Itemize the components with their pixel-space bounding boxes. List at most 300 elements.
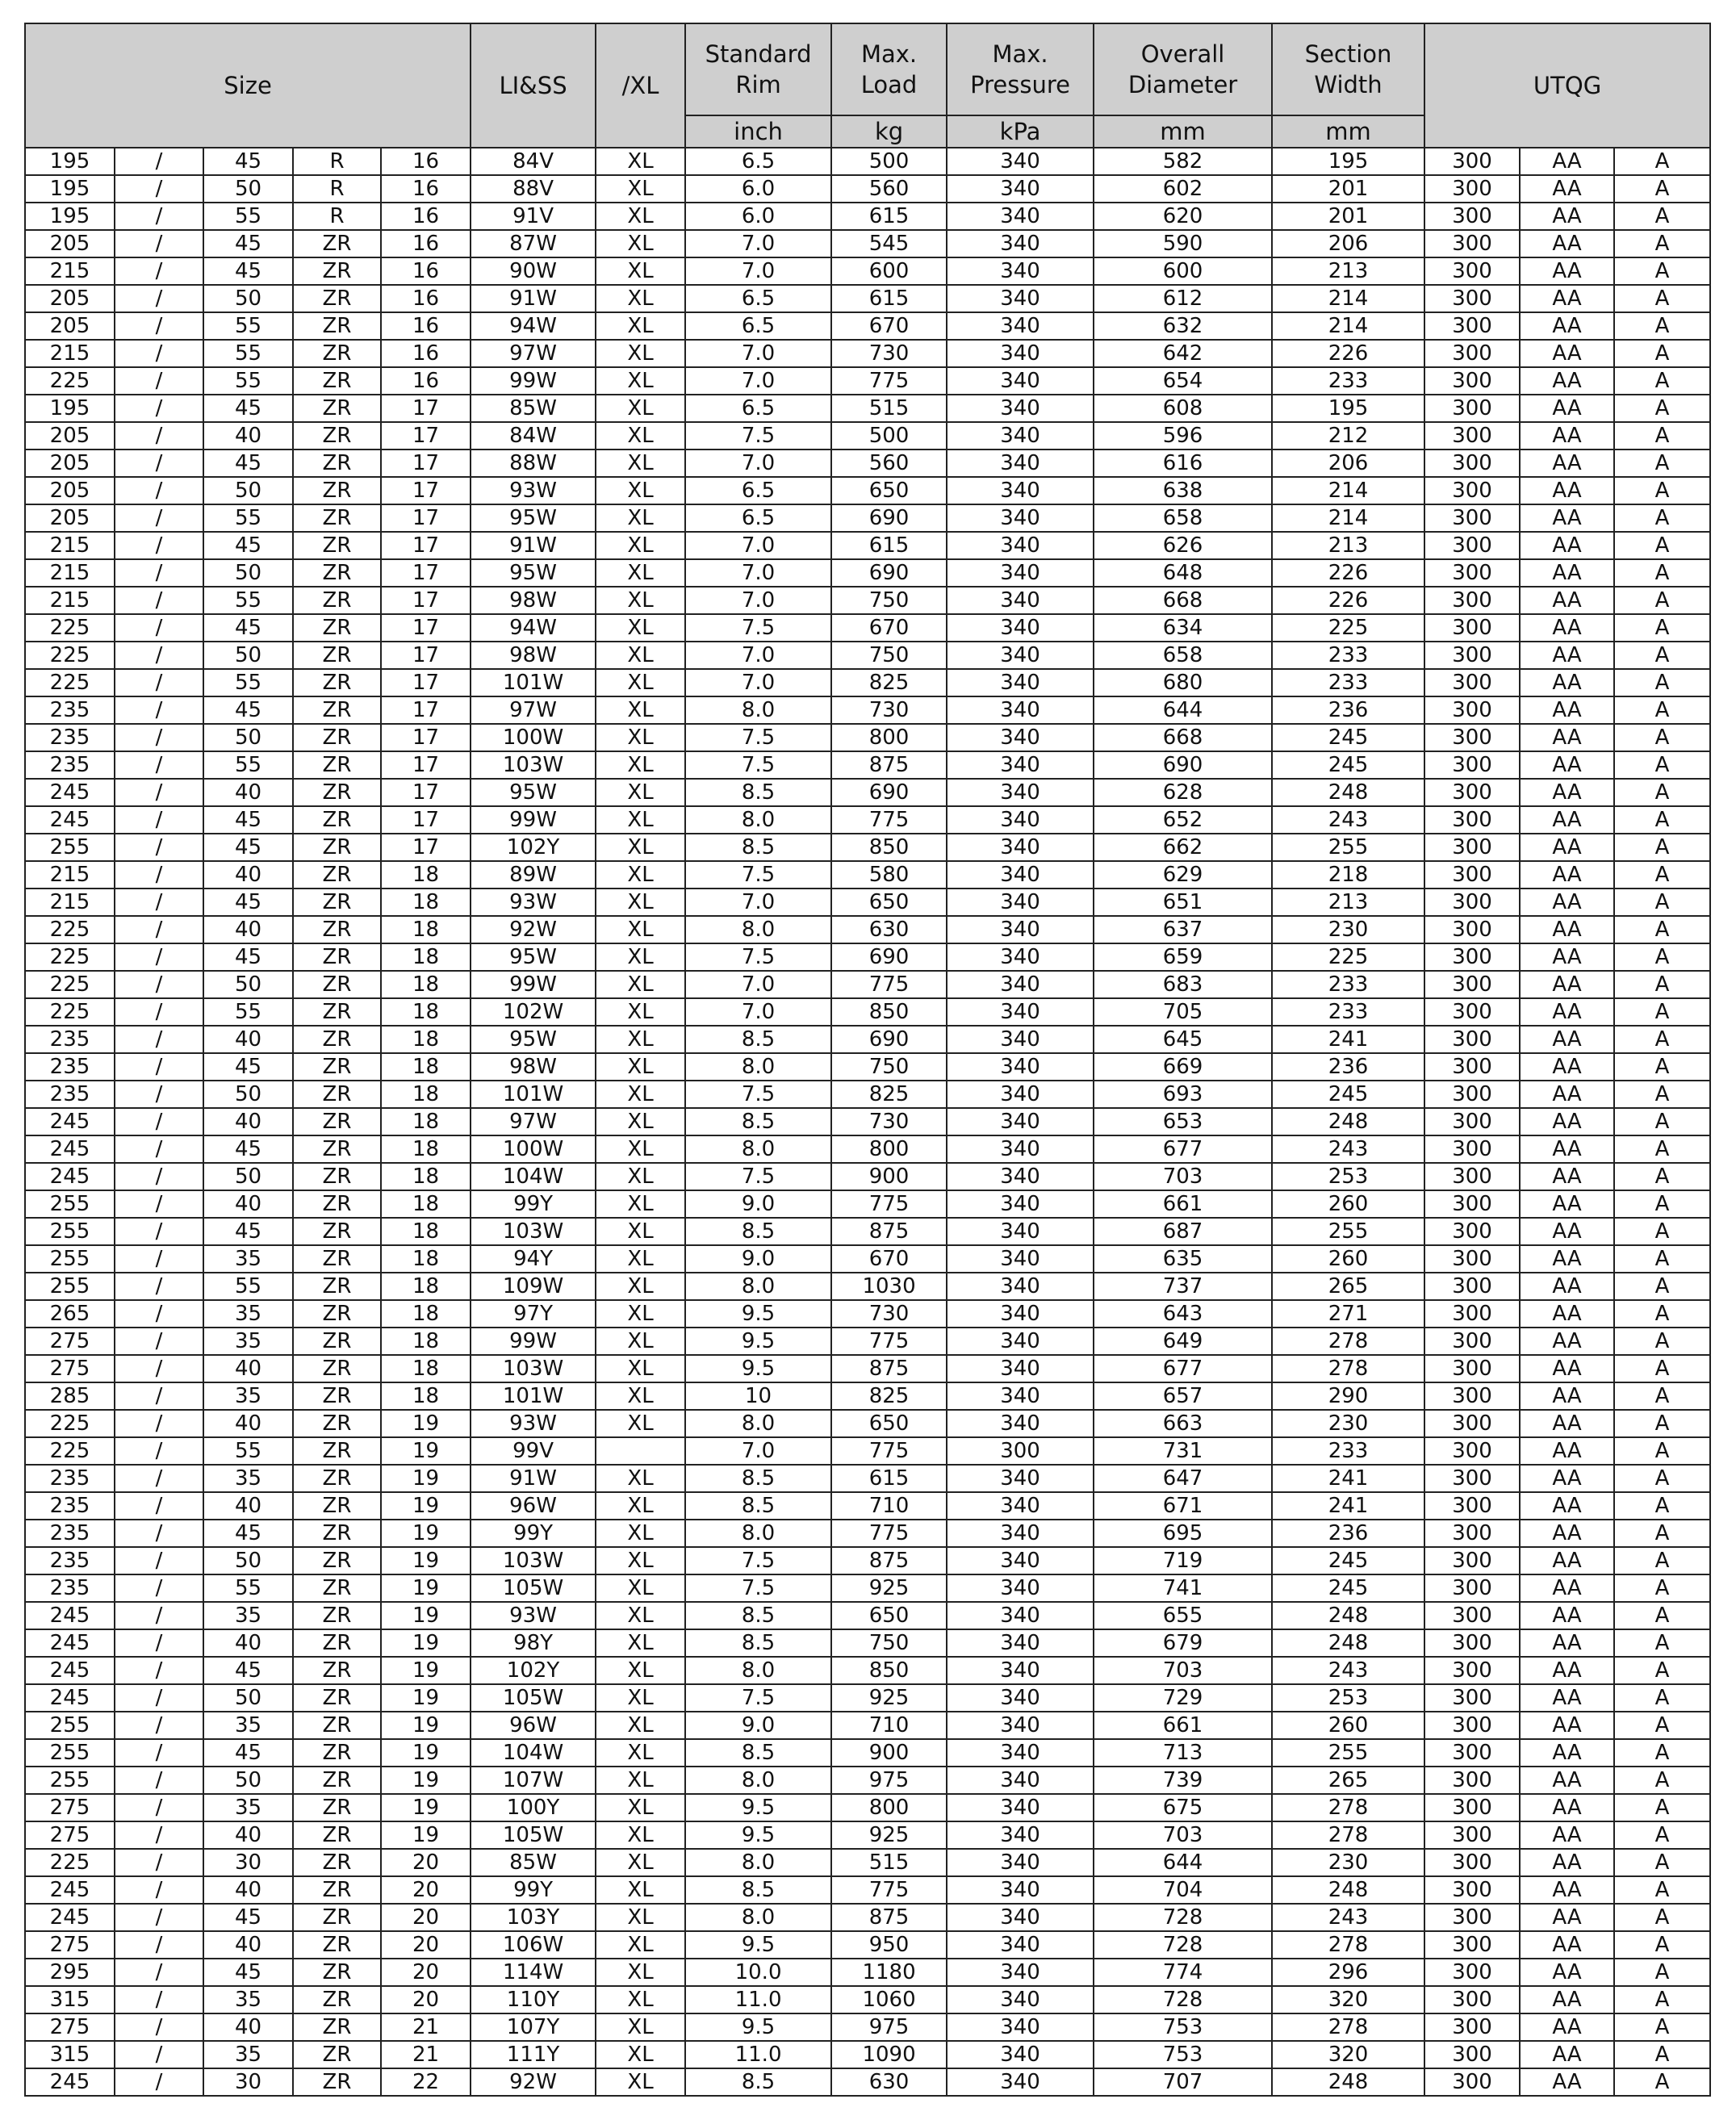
cell-standard-rim: 8.0 [685,916,831,943]
cell-rim-diameter: 18 [381,1382,471,1410]
cell-aspect-ratio: 45 [203,230,293,257]
cell-aspect-ratio: 40 [203,2013,293,2041]
cell-section-width: 233 [1272,971,1424,998]
cell-slash: / [115,587,203,614]
cell-xl: XL [596,340,685,367]
cell-aspect-ratio: 40 [203,1108,293,1135]
cell-xl: XL [596,148,685,175]
cell-aspect-ratio: 35 [203,1986,293,2013]
cell-standard-rim: 7.0 [685,971,831,998]
cell-max-load: 1090 [831,2041,947,2068]
cell-max-load: 690 [831,1026,947,1053]
cell-max-pressure: 340 [947,395,1094,422]
cell-overall-diameter: 653 [1094,1108,1272,1135]
cell-slash: / [115,395,203,422]
cell-width: 275 [25,1328,115,1355]
cell-rim-diameter: 18 [381,916,471,943]
cell-utqg-traction: AA [1520,724,1614,751]
cell-construction: ZR [293,1684,381,1712]
cell-utqg-treadwear: 300 [1424,724,1520,751]
cell-utqg-temperature: A [1614,1273,1710,1300]
cell-load-speed-index: 105W [471,1821,596,1849]
table-row [25,1931,1710,1959]
cell-section-width: 201 [1272,175,1424,203]
cell-overall-diameter: 675 [1094,1794,1272,1821]
cell-overall-diameter: 648 [1094,559,1272,587]
cell-rim-diameter: 17 [381,395,471,422]
cell-construction: ZR [293,1273,381,1300]
cell-standard-rim: 8.5 [685,1492,831,1520]
cell-utqg-treadwear: 300 [1424,614,1520,642]
cell-construction: ZR [293,1437,381,1465]
cell-construction: ZR [293,1876,381,1904]
cell-load-speed-index: 89W [471,861,596,889]
cell-max-pressure: 340 [947,889,1094,916]
cell-utqg-treadwear: 300 [1424,395,1520,422]
cell-utqg-temperature: A [1614,669,1710,696]
table-row [25,422,1710,450]
cell-aspect-ratio: 50 [203,175,293,203]
cell-xl: XL [596,1053,685,1081]
cell-utqg-traction: AA [1520,175,1614,203]
cell-width: 225 [25,614,115,642]
cell-load-speed-index: 103W [471,1355,596,1382]
cell-overall-diameter: 687 [1094,1218,1272,1245]
table-row [25,230,1710,257]
cell-utqg-treadwear: 300 [1424,642,1520,669]
table-row [25,1245,1710,1273]
cell-overall-diameter: 596 [1094,422,1272,450]
xl-header: /XL [596,23,685,148]
cell-max-load: 775 [831,806,947,834]
cell-xl: XL [596,1986,685,2013]
cell-load-speed-index: 99V [471,1437,596,1465]
cell-construction: ZR [293,779,381,806]
cell-max-pressure: 340 [947,1876,1094,1904]
cell-max-pressure: 340 [947,532,1094,559]
cell-standard-rim: 7.0 [685,532,831,559]
cell-utqg-temperature: A [1614,2068,1710,2096]
cell-xl: XL [596,916,685,943]
cell-utqg-traction: AA [1520,779,1614,806]
cell-load-speed-index: 93W [471,889,596,916]
cell-max-pressure: 340 [947,696,1094,724]
cell-xl: XL [596,669,685,696]
cell-utqg-traction: AA [1520,1574,1614,1602]
cell-max-load: 800 [831,724,947,751]
table-row [25,834,1710,861]
cell-utqg-traction: AA [1520,1849,1614,1876]
table-row [25,998,1710,1026]
cell-standard-rim: 8.5 [685,2068,831,2096]
table-row [25,1163,1710,1190]
cell-overall-diameter: 643 [1094,1300,1272,1328]
cell-utqg-temperature: A [1614,1245,1710,1273]
cell-construction: ZR [293,1602,381,1629]
cell-slash: / [115,669,203,696]
cell-max-pressure: 340 [947,1739,1094,1767]
cell-utqg-treadwear: 300 [1424,148,1520,175]
cell-load-speed-index: 95W [471,559,596,587]
cell-max-pressure: 340 [947,1574,1094,1602]
cell-section-width: 241 [1272,1492,1424,1520]
cell-max-load: 580 [831,861,947,889]
cell-section-width: 233 [1272,642,1424,669]
cell-max-load: 600 [831,257,947,285]
cell-utqg-temperature: A [1614,1602,1710,1629]
cell-aspect-ratio: 50 [203,1547,293,1574]
cell-width: 275 [25,1794,115,1821]
cell-width: 235 [25,696,115,724]
cell-slash: / [115,1355,203,1382]
cell-max-pressure: 340 [947,230,1094,257]
cell-max-load: 730 [831,1300,947,1328]
cell-overall-diameter: 652 [1094,806,1272,834]
cell-max-pressure: 340 [947,779,1094,806]
cell-utqg-temperature: A [1614,1520,1710,1547]
cell-max-pressure: 340 [947,2068,1094,2096]
cell-utqg-traction: AA [1520,751,1614,779]
cell-utqg-temperature: A [1614,779,1710,806]
cell-standard-rim: 9.0 [685,1712,831,1739]
cell-max-load: 875 [831,1547,947,1574]
cell-utqg-temperature: A [1614,1328,1710,1355]
table-row [25,1053,1710,1081]
cell-max-pressure: 340 [947,175,1094,203]
cell-load-speed-index: 93W [471,1410,596,1437]
cell-slash: / [115,1190,203,1218]
cell-utqg-temperature: A [1614,1218,1710,1245]
cell-section-width: 195 [1272,148,1424,175]
table-row [25,175,1710,203]
cell-max-load: 500 [831,148,947,175]
cell-overall-diameter: 741 [1094,1574,1272,1602]
cell-utqg-traction: AA [1520,257,1614,285]
cell-utqg-temperature: A [1614,395,1710,422]
cell-rim-diameter: 19 [381,1684,471,1712]
cell-aspect-ratio: 55 [203,504,293,532]
cell-section-width: 236 [1272,1053,1424,1081]
cell-max-load: 710 [831,1492,947,1520]
cell-max-pressure: 340 [947,1218,1094,1245]
cell-construction: ZR [293,751,381,779]
cell-construction: ZR [293,724,381,751]
cell-utqg-traction: AA [1520,2041,1614,2068]
cell-utqg-traction: AA [1520,230,1614,257]
table-row [25,1382,1710,1410]
cell-rim-diameter: 17 [381,532,471,559]
cell-slash: / [115,943,203,971]
cell-section-width: 233 [1272,1437,1424,1465]
cell-utqg-traction: AA [1520,312,1614,340]
cell-utqg-treadwear: 300 [1424,175,1520,203]
cell-utqg-temperature: A [1614,477,1710,504]
cell-width: 245 [25,1135,115,1163]
cell-utqg-traction: AA [1520,532,1614,559]
table-row [25,2013,1710,2041]
cell-width: 235 [25,1053,115,1081]
cell-standard-rim: 6.5 [685,395,831,422]
cell-max-pressure: 340 [947,1821,1094,1849]
cell-standard-rim: 8.0 [685,1849,831,1876]
cell-width: 235 [25,1574,115,1602]
cell-rim-diameter: 16 [381,148,471,175]
cell-utqg-temperature: A [1614,2013,1710,2041]
cell-section-width: 213 [1272,889,1424,916]
cell-slash: / [115,2041,203,2068]
cell-utqg-temperature: A [1614,1931,1710,1959]
cell-slash: / [115,1959,203,1986]
cell-width: 225 [25,669,115,696]
cell-max-pressure: 340 [947,642,1094,669]
cell-section-width: 226 [1272,587,1424,614]
cell-width: 195 [25,395,115,422]
cell-standard-rim: 10.0 [685,1959,831,1986]
cell-max-pressure: 340 [947,1602,1094,1629]
cell-standard-rim: 7.0 [685,230,831,257]
cell-utqg-traction: AA [1520,806,1614,834]
cell-utqg-treadwear: 300 [1424,889,1520,916]
cell-slash: / [115,889,203,916]
cell-slash: / [115,1437,203,1465]
cell-slash: / [115,751,203,779]
cell-utqg-treadwear: 300 [1424,1876,1520,1904]
cell-xl: XL [596,532,685,559]
cell-aspect-ratio: 55 [203,340,293,367]
cell-xl: XL [596,1712,685,1739]
cell-max-load: 775 [831,1190,947,1218]
cell-rim-diameter: 18 [381,1026,471,1053]
cell-xl: XL [596,1959,685,1986]
cell-utqg-temperature: A [1614,1794,1710,1821]
max-load-header: Max. Load [831,23,947,115]
cell-width: 215 [25,532,115,559]
cell-construction: ZR [293,861,381,889]
cell-rim-diameter: 19 [381,1712,471,1739]
cell-xl: XL [596,1135,685,1163]
cell-overall-diameter: 728 [1094,1931,1272,1959]
cell-xl: XL [596,1547,685,1574]
cell-overall-diameter: 634 [1094,614,1272,642]
cell-max-pressure: 340 [947,614,1094,642]
cell-rim-diameter: 20 [381,1959,471,1986]
cell-width: 225 [25,1410,115,1437]
cell-utqg-traction: AA [1520,1218,1614,1245]
cell-slash: / [115,175,203,203]
cell-aspect-ratio: 40 [203,1931,293,1959]
cell-aspect-ratio: 45 [203,1657,293,1684]
cell-section-width: 206 [1272,450,1424,477]
table-row [25,806,1710,834]
cell-rim-diameter: 19 [381,1437,471,1465]
table-row [25,861,1710,889]
cell-max-pressure: 340 [947,1931,1094,1959]
cell-construction: ZR [293,559,381,587]
cell-standard-rim: 8.0 [685,1657,831,1684]
cell-standard-rim: 8.0 [685,1135,831,1163]
cell-rim-diameter: 22 [381,2068,471,2096]
cell-utqg-temperature: A [1614,1684,1710,1712]
cell-rim-diameter: 17 [381,587,471,614]
cell-construction: ZR [293,1026,381,1053]
cell-load-speed-index: 91W [471,532,596,559]
cell-aspect-ratio: 45 [203,1520,293,1547]
cell-overall-diameter: 647 [1094,1465,1272,1492]
cell-section-width: 230 [1272,1410,1424,1437]
cell-xl: XL [596,642,685,669]
cell-max-pressure: 340 [947,1794,1094,1821]
cell-xl: XL [596,1273,685,1300]
cell-width: 235 [25,1081,115,1108]
cell-load-speed-index: 98W [471,587,596,614]
cell-utqg-temperature: A [1614,1300,1710,1328]
cell-construction: ZR [293,2013,381,2041]
cell-max-load: 800 [831,1135,947,1163]
cell-width: 215 [25,559,115,587]
cell-max-load: 850 [831,834,947,861]
cell-standard-rim: 8.0 [685,1904,831,1931]
cell-construction: ZR [293,806,381,834]
cell-utqg-temperature: A [1614,1081,1710,1108]
cell-section-width: 278 [1272,2013,1424,2041]
cell-section-width: 248 [1272,779,1424,806]
cell-standard-rim: 9.5 [685,1931,831,1959]
cell-aspect-ratio: 45 [203,834,293,861]
cell-utqg-temperature: A [1614,1876,1710,1904]
cell-slash: / [115,257,203,285]
cell-construction: ZR [293,1382,381,1410]
cell-width: 245 [25,1602,115,1629]
cell-standard-rim: 7.0 [685,998,831,1026]
cell-load-speed-index: 99W [471,367,596,395]
cell-section-width: 233 [1272,998,1424,1026]
cell-width: 235 [25,1492,115,1520]
cell-section-width: 290 [1272,1382,1424,1410]
table-row [25,1849,1710,1876]
cell-max-pressure: 340 [947,1053,1094,1081]
cell-max-load: 825 [831,1382,947,1410]
cell-utqg-treadwear: 300 [1424,1959,1520,1986]
cell-construction: R [293,203,381,230]
cell-construction: R [293,175,381,203]
cell-max-pressure: 340 [947,1712,1094,1739]
cell-max-load: 690 [831,779,947,806]
load-index-speed-header: LI&SS [471,23,596,148]
cell-width: 225 [25,1437,115,1465]
cell-construction: ZR [293,1821,381,1849]
cell-aspect-ratio: 55 [203,587,293,614]
cell-slash: / [115,779,203,806]
cell-width: 255 [25,1218,115,1245]
cell-utqg-temperature: A [1614,834,1710,861]
cell-standard-rim: 7.0 [685,367,831,395]
cell-utqg-temperature: A [1614,724,1710,751]
cell-utqg-traction: AA [1520,1437,1614,1465]
cell-section-width: 248 [1272,1629,1424,1657]
cell-max-pressure: 340 [947,1300,1094,1328]
cell-aspect-ratio: 40 [203,916,293,943]
cell-max-load: 615 [831,1465,947,1492]
cell-overall-diameter: 582 [1094,148,1272,175]
cell-overall-diameter: 651 [1094,889,1272,916]
cell-slash: / [115,1712,203,1739]
cell-utqg-temperature: A [1614,642,1710,669]
cell-rim-diameter: 18 [381,889,471,916]
cell-xl: XL [596,1904,685,1931]
cell-width: 235 [25,1520,115,1547]
cell-width: 245 [25,1684,115,1712]
cell-max-load: 1060 [831,1986,947,2013]
cell-overall-diameter: 703 [1094,1821,1272,1849]
cell-standard-rim: 7.5 [685,943,831,971]
cell-max-pressure: 340 [947,751,1094,779]
cell-max-load: 800 [831,1794,947,1821]
cell-utqg-traction: AA [1520,422,1614,450]
cell-width: 225 [25,367,115,395]
cell-width: 205 [25,504,115,532]
cell-rim-diameter: 19 [381,1821,471,1849]
cell-xl: XL [596,1465,685,1492]
cell-overall-diameter: 637 [1094,916,1272,943]
cell-load-speed-index: 97W [471,340,596,367]
cell-slash: / [115,614,203,642]
cell-xl: XL [596,1410,685,1437]
table-row [25,1328,1710,1355]
cell-slash: / [115,340,203,367]
cell-load-speed-index: 104W [471,1163,596,1190]
cell-max-load: 850 [831,998,947,1026]
cell-utqg-traction: AA [1520,1492,1614,1520]
cell-max-pressure: 340 [947,1547,1094,1574]
cell-rim-diameter: 19 [381,1657,471,1684]
cell-overall-diameter: 671 [1094,1492,1272,1520]
cell-load-speed-index: 99W [471,971,596,998]
cell-construction: ZR [293,1245,381,1273]
cell-xl: XL [596,1245,685,1273]
cell-max-load: 925 [831,1684,947,1712]
cell-utqg-treadwear: 300 [1424,1300,1520,1328]
cell-section-width: 226 [1272,340,1424,367]
cell-aspect-ratio: 55 [203,998,293,1026]
cell-slash: / [115,422,203,450]
cell-width: 275 [25,1821,115,1849]
cell-standard-rim: 8.5 [685,1108,831,1135]
cell-max-load: 750 [831,1629,947,1657]
cell-construction: ZR [293,1712,381,1739]
cell-overall-diameter: 707 [1094,2068,1272,2096]
cell-utqg-treadwear: 300 [1424,779,1520,806]
cell-construction: ZR [293,1739,381,1767]
cell-load-speed-index: 93W [471,1602,596,1629]
table-row [25,2068,1710,2096]
cell-construction: ZR [293,532,381,559]
table-row [25,1959,1710,1986]
cell-construction: ZR [293,916,381,943]
cell-utqg-temperature: A [1614,1849,1710,1876]
cell-standard-rim: 7.5 [685,1684,831,1712]
cell-width: 235 [25,751,115,779]
cell-max-pressure: 340 [947,257,1094,285]
cell-utqg-traction: AA [1520,669,1614,696]
cell-utqg-treadwear: 300 [1424,504,1520,532]
cell-slash: / [115,1135,203,1163]
cell-utqg-treadwear: 300 [1424,943,1520,971]
cell-utqg-treadwear: 300 [1424,1904,1520,1931]
table-row [25,395,1710,422]
cell-standard-rim: 7.5 [685,751,831,779]
cell-load-speed-index: 100W [471,724,596,751]
cell-standard-rim: 8.5 [685,834,831,861]
